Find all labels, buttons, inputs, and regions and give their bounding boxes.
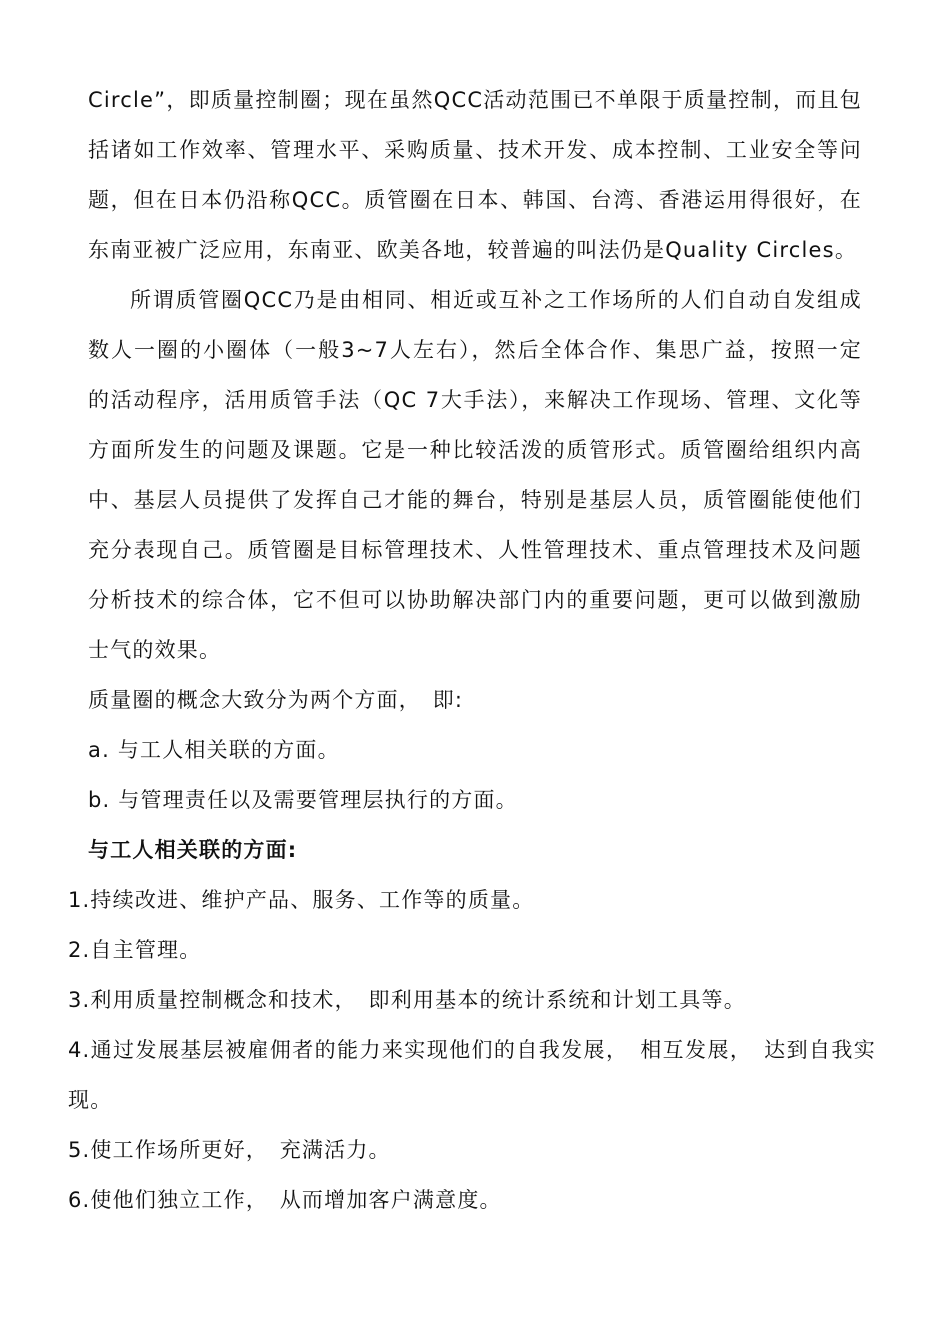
worker-item-6: 6.使他们独立工作， 从而增加客户满意度。 [68, 1188, 502, 1212]
paragraph-2-line-2: 数人一圈的小圈体（一般3~7人左右），然后全体合作、集思广益，按照一定 [88, 338, 862, 362]
paragraph-1-line-4: 东南亚被广泛应用，东南亚、欧美各地，较普遍的叫法仍是Quality Circles。 [88, 238, 858, 262]
worker-item-4-line-1: 4.通过发展基层被雇佣者的能力来实现他们的自我发展， 相互发展， 达到自我实 [68, 1038, 876, 1062]
paragraph-1-line-2: 括诸如工作效率、管理水平、采购质量、技术开发、成本控制、工业安全等问 [88, 138, 862, 162]
concept-intro: 质量圈的概念大致分为两个方面， 即: [88, 688, 464, 712]
worker-item-4-line-2: 现。 [68, 1088, 113, 1112]
worker-item-3: 3.利用质量控制概念和技术， 即利用基本的统计系统和计划工具等。 [68, 988, 746, 1012]
concept-item-b: b. 与管理责任以及需要管理层执行的方面。 [88, 788, 518, 812]
worker-item-5: 5.使工作场所更好， 充满活力。 [68, 1138, 391, 1162]
paragraph-2-line-3: 的活动程序，活用质管手法（QC 7大手法），来解决工作现场、管理、文化等 [88, 388, 862, 412]
concept-item-a: a. 与工人相关联的方面。 [88, 738, 340, 762]
worker-section-heading: 与工人相关联的方面: [88, 838, 298, 862]
paragraph-2-line-6: 充分表现自己。质管圈是目标管理技术、人性管理技术、重点管理技术及问题 [88, 538, 862, 562]
paragraph-2-line-4: 方面所发生的问题及课题。它是一种比较活泼的质管形式。质管圈给组织内高 [88, 438, 862, 462]
paragraph-2-line-7: 分析技术的综合体，它不但可以协助解决部门内的重要问题，更可以做到激励 [88, 588, 862, 612]
paragraph-2-line-1: 所谓质管圈QCC乃是由相同、相近或互补之工作场所的人们自动自发组成 [130, 288, 862, 312]
paragraph-1-line-1: Circle”，即质量控制圈；现在虽然QCC活动范围已不单限于质量控制，而且包 [88, 88, 862, 112]
worker-item-1: 1.持续改进、维护产品、服务、工作等的质量。 [68, 888, 535, 912]
worker-item-2: 2.自主管理。 [68, 938, 202, 962]
paragraph-2-line-5: 中、基层人员提供了发挥自己才能的舞台，特别是基层人员，质管圈能使他们 [88, 488, 862, 512]
paragraph-1-line-3: 题，但在日本仍沿称QCC。质管圈在日本、韩国、台湾、香港运用得很好，在 [88, 188, 862, 212]
paragraph-2-line-8: 士气的效果。 [88, 638, 222, 662]
